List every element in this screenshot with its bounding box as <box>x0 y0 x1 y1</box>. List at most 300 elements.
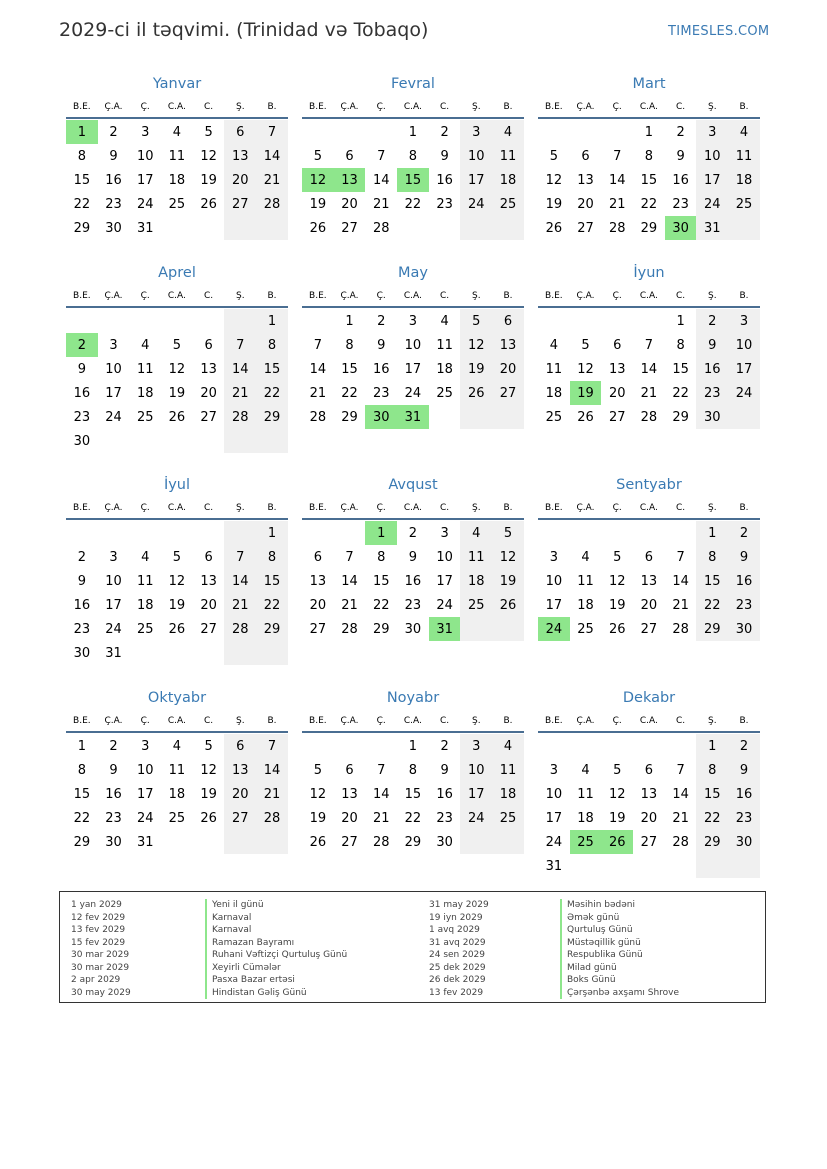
day-cell: 7 <box>676 549 685 565</box>
empty-cell <box>601 120 633 144</box>
day-cell: 26 <box>608 621 626 637</box>
day-cell: 12 <box>545 172 563 188</box>
day-cell: 31 <box>545 858 563 874</box>
day-cell: 16 <box>105 172 122 188</box>
empty-cell <box>728 216 760 240</box>
day-cell: 4 <box>141 337 150 353</box>
day-cell: 14 <box>372 786 390 802</box>
day-cell: 24 <box>436 597 453 613</box>
weekday-label: B.E. <box>545 291 563 301</box>
day-cell: 24 <box>136 196 154 212</box>
weekday-label: Ç.A. <box>340 291 359 301</box>
day-cell: 18 <box>577 810 594 826</box>
day-cell: 12 <box>608 573 626 589</box>
weekday-header <box>538 97 760 119</box>
weekday-label: B.E. <box>545 503 563 513</box>
day-cell: 25 <box>168 196 186 212</box>
day-cell: 10 <box>696 144 728 168</box>
day-cell: 27 <box>224 806 256 830</box>
day-cell: 7 <box>224 333 256 357</box>
day-cell: 29 <box>404 834 422 850</box>
weekday-header <box>302 97 524 119</box>
day-cell: 16 <box>436 786 453 802</box>
day-cell: 21 <box>341 597 358 613</box>
holiday-day-cell: 2 <box>66 333 98 357</box>
day-cell: 20 <box>640 810 658 826</box>
day-cell: 9 <box>109 762 118 778</box>
day-cell: 10 <box>460 144 492 168</box>
day-cell: 26 <box>200 810 217 826</box>
empty-cell <box>460 405 492 429</box>
day-cell: 25 <box>136 409 154 425</box>
weekday-label: C. <box>676 102 686 112</box>
day-cell: 16 <box>372 361 390 377</box>
day-cell: 28 <box>372 220 390 236</box>
day-cell: 23 <box>372 385 390 401</box>
day-cell: 2 <box>408 525 418 541</box>
holiday-day-cell: 15 <box>397 168 429 192</box>
holiday-day-cell: 31 <box>397 405 429 429</box>
day-cell: 19 <box>168 597 186 613</box>
day-cell: 14 <box>640 361 658 377</box>
weekday-header <box>302 498 524 520</box>
weekday-label: C.A. <box>639 102 658 112</box>
weekday-label: C.A. <box>403 291 422 301</box>
day-cell: 14 <box>224 357 256 381</box>
day-cell: 11 <box>545 361 563 377</box>
holiday-day-cell: 13 <box>334 168 366 192</box>
day-cell: 19 <box>309 196 327 212</box>
month-calendar <box>66 474 288 665</box>
day-cell: 10 <box>436 549 453 565</box>
day-cell: 9 <box>77 573 86 589</box>
empty-cell <box>538 309 570 333</box>
empty-cell <box>193 521 225 545</box>
day-cell: 23 <box>672 196 689 212</box>
day-cell: 3 <box>460 734 492 758</box>
day-cell: 24 <box>404 385 422 401</box>
day-cell: 15 <box>341 361 358 377</box>
empty-cell <box>460 216 492 240</box>
day-cell: 11 <box>168 148 186 164</box>
day-cell: 11 <box>492 144 524 168</box>
day-cell: 4 <box>460 521 492 545</box>
weekday-label: Ç.A. <box>104 716 123 726</box>
day-cell: 28 <box>256 192 288 216</box>
day-cell: 18 <box>460 569 492 593</box>
legend-holiday-name: Məsihin bədəni <box>560 899 679 912</box>
day-cell: 18 <box>728 168 760 192</box>
day-cell: 25 <box>492 806 524 830</box>
day-cell: 22 <box>696 593 728 617</box>
weekday-label: B.E. <box>545 716 563 726</box>
day-cell: 12 <box>200 762 217 778</box>
legend-holiday-name: Xeyirli Cümələr <box>205 962 347 975</box>
day-cell: 16 <box>728 782 760 806</box>
empty-cell <box>224 216 256 240</box>
day-cell: 25 <box>168 810 186 826</box>
day-cell: 30 <box>728 830 760 854</box>
weekday-label: C. <box>204 102 214 112</box>
empty-cell <box>193 216 225 240</box>
day-cell: 24 <box>728 381 760 405</box>
empty-cell <box>302 120 334 144</box>
empty-cell <box>302 521 334 545</box>
day-cell: 22 <box>73 196 91 212</box>
empty-cell <box>334 120 366 144</box>
holiday-day-cell: 30 <box>365 405 397 429</box>
day-cell: 1 <box>408 738 418 754</box>
day-cell: 18 <box>168 786 186 802</box>
day-cell: 5 <box>204 124 213 140</box>
day-cell: 10 <box>136 148 154 164</box>
day-cell: 6 <box>224 120 256 144</box>
day-cell: 29 <box>672 409 689 425</box>
weekday-label: Ç. <box>140 291 150 301</box>
legend-holiday-name: Boks Günü <box>560 974 679 987</box>
day-cell: 28 <box>341 621 358 637</box>
empty-cell <box>492 216 524 240</box>
day-cell: 24 <box>105 621 122 637</box>
day-cell: 27 <box>492 381 524 405</box>
page-title: 2029-ci il təqvimi. (Trinidad və Tobaqo) <box>59 19 429 41</box>
day-cell: 16 <box>73 597 91 613</box>
day-cell: 30 <box>696 405 728 429</box>
weekday-label: Ç. <box>612 503 622 513</box>
day-cell: 26 <box>545 220 563 236</box>
day-cell: 20 <box>341 810 358 826</box>
empty-cell <box>538 120 570 144</box>
weekday-label: Ş. <box>707 291 717 301</box>
legend-date: 13 fev 2029 <box>71 925 126 935</box>
day-cell: 7 <box>256 120 288 144</box>
day-cell: 29 <box>341 409 358 425</box>
legend-date: 19 iyn 2029 <box>429 912 483 923</box>
day-cell: 2 <box>696 309 728 333</box>
day-cell: 21 <box>372 196 390 212</box>
days-grid <box>66 520 288 665</box>
weekday-label: Ç.A. <box>340 102 359 112</box>
day-cell: 21 <box>672 810 689 826</box>
month-calendar <box>538 687 760 878</box>
day-cell: 24 <box>136 810 154 826</box>
day-cell: 4 <box>728 120 760 144</box>
empty-cell <box>256 216 288 240</box>
day-cell: 14 <box>224 569 256 593</box>
day-cell: 14 <box>608 172 626 188</box>
legend-holiday-name: Ramazan Bayramı <box>205 937 347 950</box>
holiday-day-cell: 19 <box>570 381 602 405</box>
month-name: İyul <box>163 477 191 493</box>
legend-holiday-name: Milad günü <box>560 962 679 975</box>
day-cell: 4 <box>172 738 182 754</box>
day-cell: 19 <box>608 810 626 826</box>
weekday-label: C. <box>440 716 450 726</box>
days-grid <box>302 520 524 641</box>
day-cell: 11 <box>577 573 594 589</box>
month-calendar <box>66 73 288 240</box>
weekday-label: Ş. <box>707 503 717 513</box>
empty-cell <box>492 405 524 429</box>
month-calendar <box>302 73 524 240</box>
empty-cell <box>66 521 98 545</box>
empty-cell <box>460 830 492 854</box>
empty-cell <box>429 405 461 429</box>
weekday-label: Ç. <box>612 716 622 726</box>
day-cell: 16 <box>728 569 760 593</box>
day-cell: 4 <box>549 337 558 353</box>
day-cell: 15 <box>696 569 728 593</box>
empty-cell <box>334 521 366 545</box>
weekday-label: C.A. <box>167 291 186 301</box>
day-cell: 15 <box>372 573 390 589</box>
day-cell: 18 <box>492 168 524 192</box>
day-cell: 8 <box>696 758 728 782</box>
weekday-label: C. <box>676 503 686 513</box>
day-cell: 7 <box>256 734 288 758</box>
weekday-label: B. <box>503 291 513 301</box>
day-cell: 6 <box>345 148 354 164</box>
day-cell: 15 <box>256 569 288 593</box>
empty-cell <box>256 830 288 854</box>
day-cell: 1 <box>256 521 288 545</box>
day-cell: 20 <box>492 357 524 381</box>
day-cell: 30 <box>728 617 760 641</box>
day-cell: 26 <box>492 593 524 617</box>
day-cell: 6 <box>204 337 213 353</box>
empty-cell <box>538 521 570 545</box>
day-cell: 13 <box>492 333 524 357</box>
empty-cell <box>728 854 760 878</box>
day-cell: 28 <box>309 409 327 425</box>
legend-date: 2 apr 2029 <box>71 975 121 985</box>
day-cell: 11 <box>577 786 594 802</box>
holiday-day-cell: 12 <box>302 168 334 192</box>
day-cell: 22 <box>341 385 358 401</box>
month-name: Noyabr <box>386 690 440 706</box>
day-cell: 29 <box>696 830 728 854</box>
month-calendar <box>538 262 760 429</box>
day-cell: 1 <box>77 738 86 754</box>
day-cell: 13 <box>640 786 658 802</box>
weekday-label: Ç. <box>612 102 622 112</box>
day-cell: 28 <box>672 621 689 637</box>
day-cell: 5 <box>613 549 622 565</box>
weekday-header <box>538 498 760 520</box>
day-cell: 17 <box>460 168 492 192</box>
day-cell: 9 <box>109 148 118 164</box>
weekday-label: Ç.A. <box>104 503 123 513</box>
day-cell: 21 <box>608 196 626 212</box>
empty-cell <box>538 734 570 758</box>
day-cell: 28 <box>672 834 689 850</box>
legend-date: 1 avq 2029 <box>429 925 480 935</box>
empty-cell <box>633 521 665 545</box>
day-cell: 23 <box>436 196 453 212</box>
day-cell: 19 <box>309 810 327 826</box>
day-cell: 19 <box>460 357 492 381</box>
weekday-label: B. <box>739 291 749 301</box>
day-cell: 23 <box>728 806 760 830</box>
day-cell: 16 <box>672 172 689 188</box>
holiday-day-cell: 30 <box>665 216 697 240</box>
legend-holiday-name: Ruhani Vəftizçi Qurtuluş Günü <box>205 949 347 962</box>
day-cell: 17 <box>136 786 154 802</box>
day-cell: 8 <box>676 337 685 353</box>
empty-cell <box>193 309 225 333</box>
day-cell: 28 <box>224 617 256 641</box>
day-cell: 9 <box>440 148 449 164</box>
empty-cell <box>633 309 665 333</box>
empty-cell <box>601 854 633 878</box>
weekday-label: Ç. <box>140 503 150 513</box>
day-cell: 31 <box>696 216 728 240</box>
site-brand-link[interactable]: TIMESLES.COM <box>668 24 770 39</box>
empty-cell <box>256 641 288 665</box>
day-cell: 1 <box>408 124 418 140</box>
holiday-day-cell: 1 <box>365 521 397 545</box>
day-cell: 3 <box>696 120 728 144</box>
day-cell: 30 <box>436 834 453 850</box>
day-cell: 15 <box>696 782 728 806</box>
day-cell: 30 <box>105 834 122 850</box>
day-cell: 13 <box>200 361 217 377</box>
day-cell: 29 <box>640 220 658 236</box>
day-cell: 10 <box>105 573 122 589</box>
day-cell: 8 <box>256 545 288 569</box>
day-cell: 4 <box>492 734 524 758</box>
empty-cell <box>492 617 524 641</box>
day-cell: 3 <box>408 313 418 329</box>
day-cell: 11 <box>136 573 154 589</box>
weekday-label: C.A. <box>639 291 658 301</box>
weekday-label: Ş. <box>235 102 245 112</box>
day-cell: 22 <box>672 385 689 401</box>
day-cell: 1 <box>256 309 288 333</box>
day-cell: 1 <box>696 734 728 758</box>
day-cell: 24 <box>460 806 492 830</box>
day-cell: 15 <box>672 361 689 377</box>
weekday-label: B.E. <box>73 716 91 726</box>
month-calendar <box>302 687 524 854</box>
day-cell: 28 <box>372 834 390 850</box>
day-cell: 25 <box>728 192 760 216</box>
day-cell: 16 <box>696 357 728 381</box>
day-cell: 6 <box>313 549 322 565</box>
holiday-day-cell: 25 <box>570 830 602 854</box>
weekday-header <box>302 711 524 733</box>
weekday-label: Ş. <box>235 291 245 301</box>
day-cell: 11 <box>436 337 453 353</box>
empty-cell <box>98 309 130 333</box>
day-cell: 2 <box>377 313 386 329</box>
day-cell: 24 <box>696 192 728 216</box>
day-cell: 23 <box>105 810 122 826</box>
day-cell: 6 <box>644 762 654 778</box>
weekday-label: C. <box>440 503 450 513</box>
day-cell: 11 <box>168 762 186 778</box>
days-grid <box>66 308 288 453</box>
day-cell: 9 <box>377 337 386 353</box>
day-cell: 19 <box>608 597 626 613</box>
day-cell: 19 <box>492 569 524 593</box>
day-cell: 22 <box>640 196 658 212</box>
day-cell: 12 <box>577 361 594 377</box>
month-calendar <box>66 687 288 854</box>
day-cell: 4 <box>172 124 182 140</box>
day-cell: 20 <box>200 597 217 613</box>
day-cell: 30 <box>404 621 422 637</box>
day-cell: 19 <box>200 786 217 802</box>
weekday-label: C. <box>676 291 686 301</box>
legend-date: 15 fev 2029 <box>71 937 126 948</box>
legend-dates-col-1 <box>71 899 131 999</box>
day-cell: 30 <box>73 433 91 449</box>
day-cell: 27 <box>341 220 358 236</box>
day-cell: 10 <box>545 573 563 589</box>
day-cell: 10 <box>545 786 563 802</box>
legend-holiday-name: Respublika Günü <box>560 949 679 962</box>
day-cell: 26 <box>200 196 217 212</box>
day-cell: 15 <box>256 357 288 381</box>
day-cell: 7 <box>345 549 354 565</box>
day-cell: 7 <box>313 337 322 353</box>
legend-holiday-name: Qurtuluş Günü <box>560 924 679 937</box>
empty-cell <box>129 521 161 545</box>
day-cell: 17 <box>696 168 728 192</box>
day-cell: 9 <box>728 545 760 569</box>
weekday-label: B.E. <box>545 102 563 112</box>
day-cell: 17 <box>460 782 492 806</box>
day-cell: 15 <box>73 786 91 802</box>
weekday-label: B.E. <box>73 291 91 301</box>
empty-cell <box>601 734 633 758</box>
empty-cell <box>161 216 193 240</box>
day-cell: 15 <box>73 172 91 188</box>
day-cell: 26 <box>168 621 186 637</box>
day-cell: 29 <box>696 617 728 641</box>
day-cell: 3 <box>109 549 118 565</box>
day-cell: 5 <box>460 309 492 333</box>
day-cell: 9 <box>676 148 685 164</box>
day-cell: 17 <box>545 810 563 826</box>
day-cell: 24 <box>460 192 492 216</box>
day-cell: 17 <box>545 597 563 613</box>
legend-date: 24 sen 2029 <box>429 950 486 960</box>
weekday-label: B. <box>503 716 513 726</box>
day-cell: 2 <box>728 734 760 758</box>
weekday-label: Ç. <box>376 716 386 726</box>
day-cell: 12 <box>200 148 217 164</box>
day-cell: 22 <box>404 810 422 826</box>
weekday-label: B. <box>267 503 277 513</box>
weekday-label: Ş. <box>707 716 717 726</box>
day-cell: 14 <box>341 573 358 589</box>
day-cell: 11 <box>460 545 492 569</box>
empty-cell <box>161 641 193 665</box>
day-cell: 17 <box>728 357 760 381</box>
days-grid <box>66 733 288 854</box>
weekday-label: Ç. <box>612 291 622 301</box>
day-cell: 3 <box>109 337 118 353</box>
day-cell: 11 <box>492 758 524 782</box>
weekday-label: C.A. <box>167 102 186 112</box>
month-calendar <box>302 262 524 429</box>
empty-cell <box>161 521 193 545</box>
day-cell: 14 <box>256 758 288 782</box>
day-cell: 5 <box>313 762 322 778</box>
weekday-label: C.A. <box>639 503 658 513</box>
